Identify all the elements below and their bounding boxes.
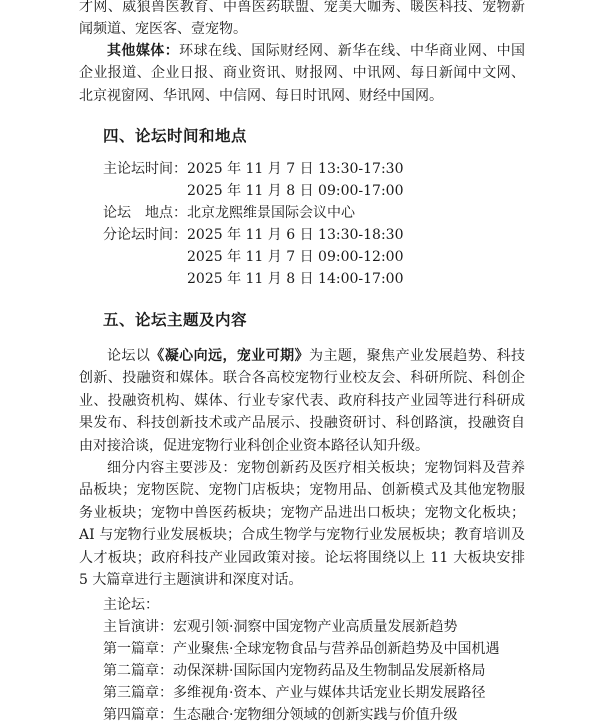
main-forum-time-label: 主论坛时间： — [103, 161, 187, 177]
agenda-item-keynote: 主旨演讲：宏观引领·洞察中国宠物产业高质量发展新趋势 — [103, 619, 458, 635]
theme-prefix: 论坛以 — [107, 348, 151, 364]
venue-label: 论坛 地点： — [103, 205, 187, 221]
agenda-item-chapter-1: 第一篇章：产业聚焦·全球宠物食品与营养品创新趋势及中国机遇 — [103, 641, 500, 657]
content-paragraph — [79, 457, 525, 591]
media-industry-text: 才网、威狼兽医教育、中兽医药联盟、宠美大咖秀、暖医科技、宠物新闻频道、宠医客、壹宠物。 — [79, 0, 525, 38]
theme-description: 为主题，聚焦产业发展趋势、科技创新、投融资和媒体。联合各高校宠物行业校友会、科研所院、科创企业、投融资机构、媒体、行业专家代表、政府科技产业园等进行科研成果发布、科技创新技术或产品展示、投融资研讨、科创路演，投融资自由对接洽谈，促进宠物行业科创企业资本路径认知升级。 — [79, 348, 526, 454]
forum-theme: 《凝心向远，宠业可期》 — [150, 348, 310, 364]
media-industry-tail — [79, 0, 525, 41]
sub-forum-time-3: 2025 年 11 月 8 日 14:00-17:00 — [187, 271, 404, 287]
venue-value: 北京龙熙维景国际会议中心 — [187, 205, 355, 221]
agenda-item-chapter-4: 第四篇章：生态融合·宠物细分领域的创新实践与价值升级 — [103, 707, 458, 723]
main-forum-time-2: 2025 年 11 月 8 日 09:00-17:00 — [187, 183, 404, 199]
theme-paragraph — [79, 345, 525, 457]
agenda-item-chapter-3: 第三篇章：多维视角·资本、产业与媒体共话宠业长期发展路径 — [103, 685, 486, 701]
other-media-label: 其他媒体： — [107, 43, 180, 59]
agenda-item-chapter-2: 第二篇章：动保深耕·国际国内宠物药品及生物制品发展新格局 — [103, 663, 486, 679]
main-forum-label: 主论坛： — [103, 597, 159, 613]
sub-forum-time-1: 2025 年 11 月 6 日 13:30-18:30 — [187, 227, 404, 243]
content-text: 细分内容主要涉及：宠物创新药及医疗相关板块；宠物饲料及营养品板块；宠物医院、宠物门店板块；宠物用品、创新模式及其他宠物服务业板块；宠物中兽医药板块；宠物产品进出口板块；宠物文化板块；AI 与宠物行业发展板块；合成生物学与宠物行业发展板块；教育培训及人才板块；政府科技产业园政策对接。论坛将围绕以上 11 大板块安排 5 大篇章进行主题演讲和深度对话。 — [79, 460, 525, 589]
section-5-heading: 五、论坛主题及内容 — [103, 311, 248, 329]
sub-forum-time-label: 分论坛时间： — [103, 227, 187, 243]
section-4-heading: 四、论坛时间和地点 — [103, 127, 248, 145]
other-media-text: 环球在线、国际财经网、新华在线、中华商业网、中国企业报道、企业日报、商业资讯、财报网、中讯网、每日新闻中文网、北京视窗网、华讯网、中信网、每日时讯网、财经中国网。 — [79, 43, 526, 104]
sub-forum-time-2: 2025 年 11 月 7 日 09:00-12:00 — [187, 249, 404, 265]
other-media-paragraph — [79, 40, 525, 107]
main-forum-time-1: 2025 年 11 月 7 日 13:30-17:30 — [187, 161, 404, 177]
